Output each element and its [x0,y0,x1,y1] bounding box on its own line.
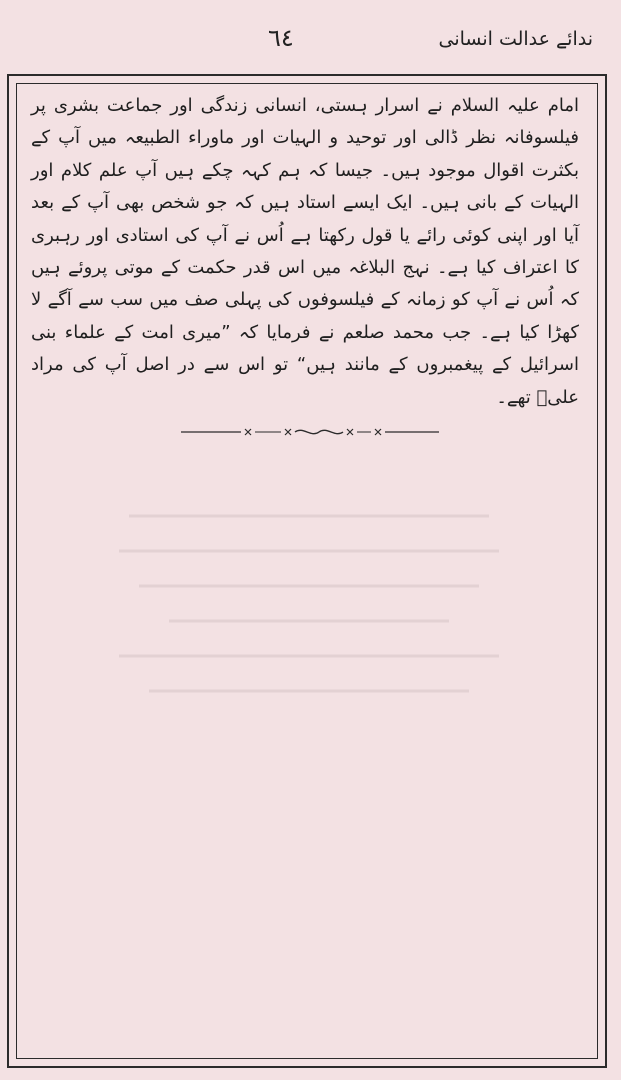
ornamental-divider-icon [181,426,439,438]
paragraph: امام علیہ السلام نے اسرار ہستی، انسانی زندگی اور جماعت بشری پر فیلسوفانہ نظر ڈالی اور توحید و الہیات اور ماوراء الطبیعہ میں آپ کے بکثرت اقوال موجود ہیں۔ جیسا کہ ہم کہہ چکے ہیں آپ علم کلام اور الہیات کے بانی ہیں۔ ایک ایسے استاد ہیں کہ جو شخص بھی آپ کے بعد آیا اور اپنی کوئی رائے یا قول رکھتا ہے اُس نے آپ کی استادی اور رہبری کا اعتراف کیا ہے۔ نہج البلاغہ میں اس قدر حکمت کے موتی پروئے ہیں کہ اُس نے آپ کو زمانہ کے فیلسوفوں کی پہلی صف میں سب سے آگے لا کھڑا کیا ہے۔ جب محمد صلعم نے فرمایا کہ ”میری امت کے علماء بنی اسرائیل کے پیغمبروں کے مانند ہیں“ تو اس سے در اصل آپ کی مراد علیؑ تھے۔ [31,95,579,408]
show-through-texture [109,496,509,726]
page-border [7,74,607,1068]
running-title: ندائے عدالت انسانی [438,28,593,50]
page-header [0,22,621,62]
page-number: ٦٤ [268,24,294,52]
body-text [31,90,579,414]
